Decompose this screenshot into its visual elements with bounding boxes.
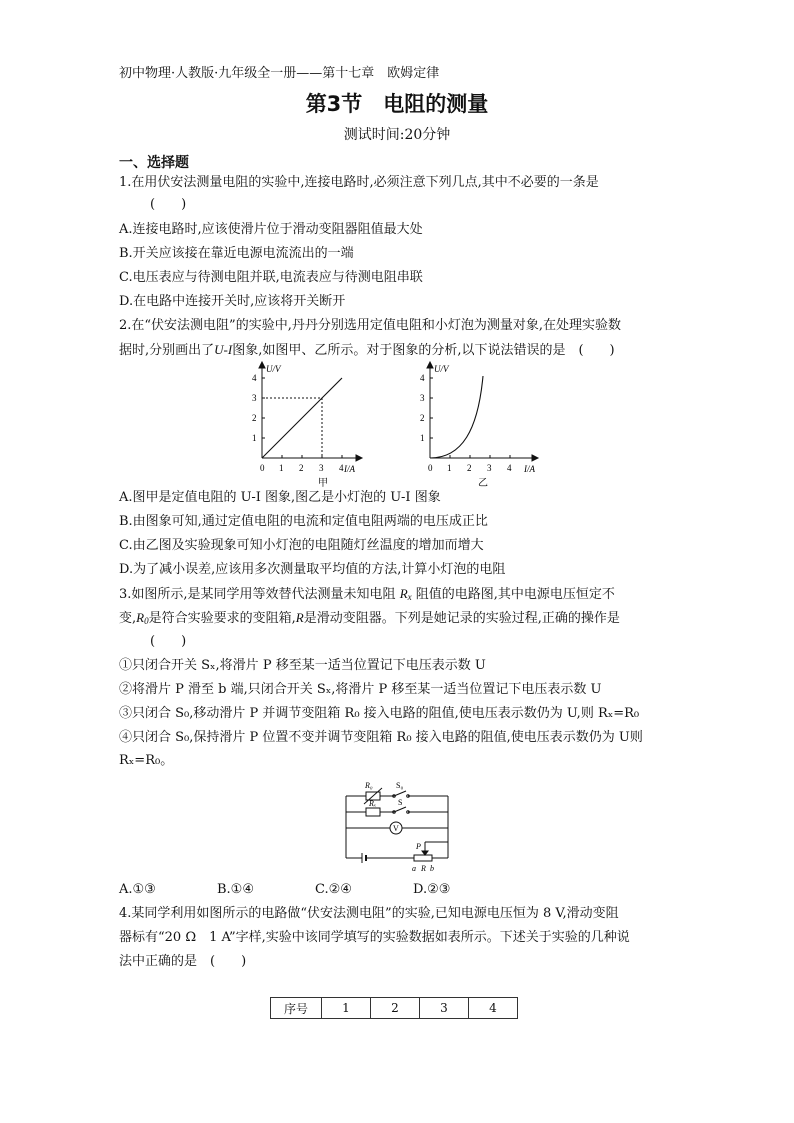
q2-line2-c: 图象,如图甲、乙所示。对于图象的分析,以下说法错误的是 ( ): [232, 343, 615, 358]
graph-jia: [244, 360, 364, 490]
table-cell: 3: [420, 998, 469, 1019]
table-row: [271, 998, 518, 1019]
q3-line2-a: 变,: [119, 611, 137, 626]
q3-line1-a: 3.如图所示,是某同学用等效替代法测量未知电阻: [119, 587, 396, 602]
table-cell: 序号: [271, 998, 322, 1019]
q2-line2-a: 据时,分别画出了: [119, 343, 215, 358]
label-rx: Rₓ: [369, 799, 377, 808]
q4-line3-text: 法中正确的是: [119, 954, 198, 969]
q4-line1: 4.某同学利用如图所示的电路做“伏安法测电阻”的实验,已知电源电压恒为 8 V,滑动变阻: [119, 906, 619, 921]
page-title: 第3节 电阻的测量: [305, 92, 489, 116]
y-tick-label: 1: [252, 433, 257, 443]
q4-line3: [119, 953, 246, 971]
graph-yi-curve: [430, 376, 483, 458]
q3-line2-b: 是符合实验要求的变阻箱,: [148, 611, 296, 626]
q3-step1: ①只闭合开关 Sₓ,将滑片 P 移至某一适当位置记下电压表示数 U: [119, 658, 486, 673]
q1-option-b: B.开关应该接在靠近电源电流流出的一端: [119, 246, 354, 261]
q2-line1: 2.在“伏安法测电阻”的实验中,丹丹分别选用定值电阻和小灯泡为测量对象,在处理实验数: [119, 318, 621, 333]
label-a: a: [412, 864, 416, 873]
graph-jia-ylabel: U/V: [266, 364, 281, 374]
x-tick-label: 2: [467, 463, 472, 473]
q3-option-d: D.②③: [413, 882, 451, 897]
q1-stem: 1.在用伏安法测量电阻的实验中,连接电路时,必须注意下列几点,其中不必要的一条是: [119, 175, 599, 190]
y-tick-label: 1: [420, 433, 425, 443]
q3-r-symbol: R: [295, 610, 304, 625]
label-s0: S₀: [396, 781, 404, 790]
q3-step4: ④只闭合 S₀,保持滑片 P 位置不变并调节变阻箱 R₀ 接入电路的阻值,使电压表示数仍为 U则: [119, 730, 643, 745]
q2-option-c: C.由乙图及实验现象可知小灯泡的电阻随灯丝温度的增加而增大: [119, 538, 484, 553]
q1-bracket: ( ): [150, 197, 187, 212]
q4-line2: 器标有“20 Ω 1 A”字样,实验中该同学填写的实验数据如表所示。下述关于实验的几种说: [119, 930, 630, 945]
circuit-diagram: [336, 776, 466, 876]
label-r: R: [421, 864, 426, 873]
y-tick-label: 2: [252, 413, 257, 423]
data-table: [270, 997, 518, 1019]
q1-option-a: A.连接电路时,应该使滑片位于滑动变阻器阻值最大处: [119, 222, 423, 237]
rx-resistor: [366, 808, 380, 816]
graph-yi-xlabel: I/A: [524, 464, 535, 474]
q3-option-a: A.①③: [119, 882, 156, 897]
q2-option-d: D.为了减小误差,应该用多次测量取平均值的方法,计算小灯泡的电阻: [119, 562, 506, 577]
graph-jia-origin: 0: [260, 463, 265, 473]
q3-r0-symbol: $R_0$: [136, 610, 149, 626]
x-tick-label: 4: [339, 463, 344, 473]
q4-bracket: ( ): [210, 954, 247, 969]
label-v: V: [393, 824, 399, 833]
table-cell: 1: [322, 998, 371, 1019]
table-cell: 2: [371, 998, 420, 1019]
s0-switch-blade: [394, 791, 406, 796]
y-tick-label: 4: [252, 373, 257, 383]
graph-jia-xlabel: I/A: [344, 464, 355, 474]
x-tick-label: 2: [299, 463, 304, 473]
rheostat-r: [414, 855, 432, 861]
label-b: b: [430, 864, 434, 873]
graph-yi: [412, 360, 552, 490]
q2-option-b: B.由图象可知,通过定值电阻的电流和定值电阻两端的电压成正比: [119, 514, 488, 529]
label-s: S: [398, 798, 403, 807]
q3-line2-c: 是滑动变阻器。下列是她记录的实验过程,正确的操作是: [303, 611, 620, 626]
graph-jia-y-arrow: [259, 362, 265, 368]
q3-rx-symbol: $R_x$: [399, 586, 412, 602]
q3-option-b: B.①④: [217, 882, 254, 897]
q1-option-d: D.在电路中连接开关时,应该将开关断开: [119, 294, 346, 309]
test-time: 测试时间:20分钟: [343, 127, 451, 143]
q2-ui-symbol: U-I: [214, 342, 233, 357]
q3-option-c: C.②④: [315, 882, 352, 897]
x-tick-label: 1: [279, 463, 284, 473]
q3-line1-b: 阻值的电路图,其中电源电压恒定不: [415, 587, 615, 602]
x-tick-label: 1: [447, 463, 452, 473]
graph-yi-y-arrow: [427, 362, 433, 368]
y-tick-label: 4: [420, 373, 425, 383]
graph-yi-ylabel: U/V: [434, 364, 449, 374]
q2-line2: [119, 341, 615, 360]
graph-jia-caption: 甲: [318, 478, 328, 489]
q1-option-c: C.电压表应与待测电阻并联,电流表应与待测电阻串联: [119, 270, 423, 285]
graph-yi-origin: 0: [428, 463, 433, 473]
label-p: P: [416, 842, 421, 851]
section-heading: 一、选择题: [119, 155, 189, 171]
q3-step3: ③只闭合 S₀,移动滑片 P 并调节变阻箱 R₀ 接入电路的阻值,使电压表示数仍为 U,则 Rₓ=R₀: [119, 706, 640, 721]
graph-jia-x-arrow: [356, 455, 362, 461]
x-tick-label: 4: [507, 463, 512, 473]
table-cell: 4: [469, 998, 518, 1019]
x-tick-label: 3: [487, 463, 492, 473]
q3-step4-end: Rₓ=R₀。: [119, 753, 174, 768]
s-switch-blade: [394, 807, 406, 812]
label-r0: R₀: [365, 781, 373, 790]
y-tick-label: 3: [420, 393, 425, 403]
x-tick-label: 3: [319, 463, 324, 473]
q3-step2: ②将滑片 P 滑至 b 端,只闭合开关 Sₓ,将滑片 P 移至某一适当位置记下电压表示数 U: [119, 682, 602, 697]
q3-line2: [119, 609, 620, 630]
q2-option-a: A.图甲是定值电阻的 U-I 图象,图乙是小灯泡的 U-I 图象: [119, 490, 441, 505]
q3-bracket: ( ): [150, 634, 187, 649]
y-tick-label: 3: [252, 393, 257, 403]
graph-yi-caption: 乙: [478, 478, 488, 489]
graph-jia-line: [262, 378, 342, 458]
page-header: 初中物理·人教版·九年级全一册——第十七章 欧姆定律: [119, 66, 440, 81]
graph-yi-x-arrow: [532, 455, 538, 461]
y-tick-label: 2: [420, 413, 425, 423]
q3-line1: [119, 585, 615, 606]
